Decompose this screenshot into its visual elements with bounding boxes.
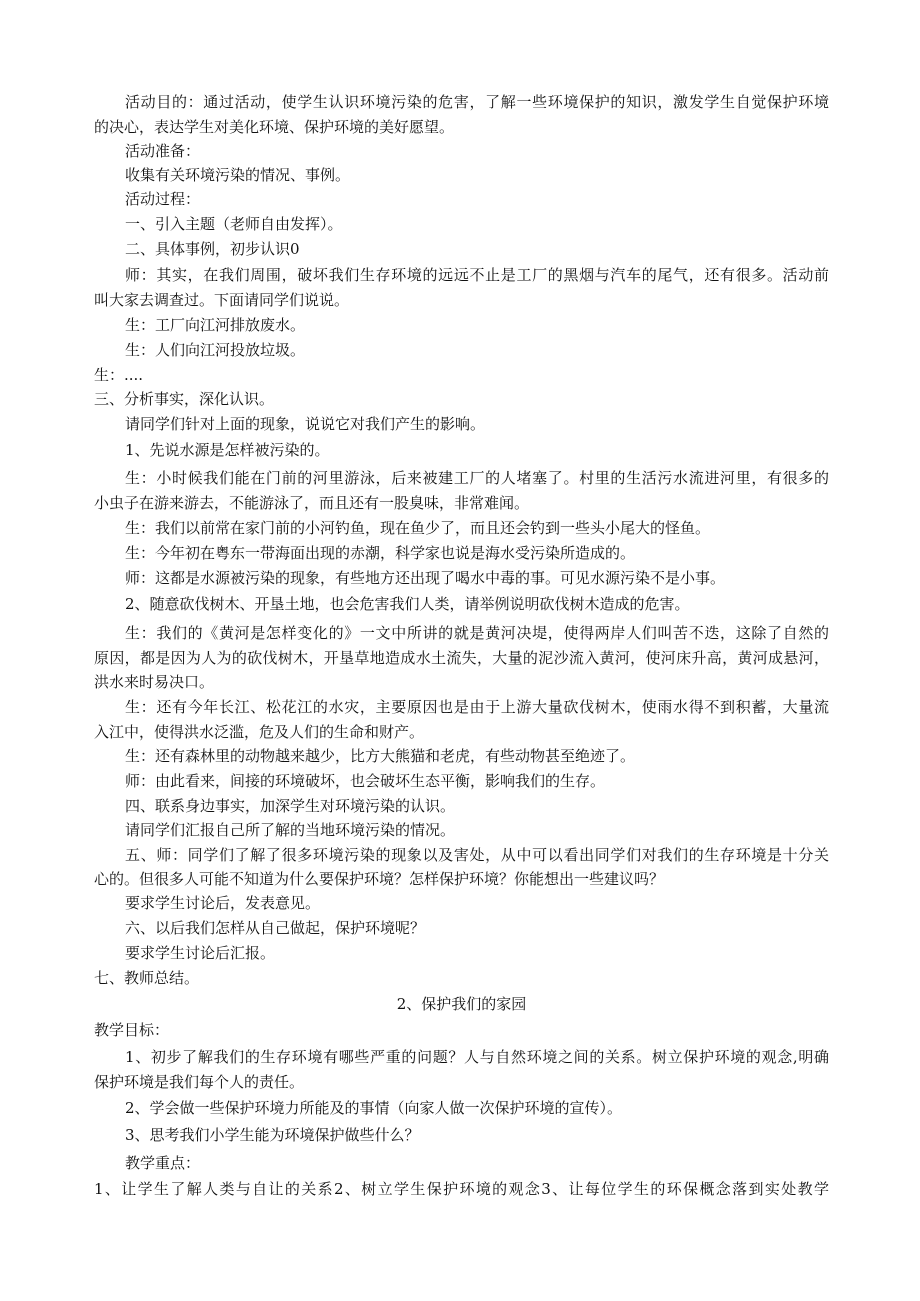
text-line: 1、初步了解我们的生存环境有哪些严重的问题？人与自然环境之间的关系。树立保护环境的观念,明确 <box>125 1048 829 1066</box>
text-line: 要求学生讨论后，发表意见。 <box>125 894 321 912</box>
text-line: 生：我们以前常在家门前的小河钓鱼，现在鱼少了，而且还会钓到一些头小尾大的怪鱼。 <box>125 519 711 537</box>
text-line: 生：小时候我们能在门前的河里游泳，后来被建工厂的人堵塞了。村里的生活污水流进河里，有很多的 <box>125 469 829 487</box>
text-line: 一、引入主题（老师自由发挥）。 <box>125 215 343 233</box>
text-line: 2、随意砍伐树木、开垦土地，也会危害我们人类，请举例说明砍伐树木造成的危害。 <box>125 595 690 613</box>
text-line: 小虫子在游来游去，不能游泳了，而且还有一股臭味，非常难闻。 <box>94 494 530 512</box>
text-line: 心的。但很多人可能不知道为什么要保护环境？怎样保护环境？你能想出一些建议吗？ <box>94 870 665 888</box>
text-line: 生：人们向江河投放垃圾。 <box>125 341 306 359</box>
text-line: 生：工厂向江河排放废水。 <box>125 316 306 334</box>
text-line: 三、分析事实，深化认识。 <box>94 390 275 408</box>
text-line: 五、师：同学们了解了很多环境污染的现象以及害处，从中可以看出同学们对我们的生存环境是十分关 <box>125 846 829 864</box>
text-line: 1、先说水源是怎样被污染的。 <box>125 441 330 459</box>
text-line: 教学目标： <box>94 1021 170 1039</box>
text-line: 3、思考我们小学生能为环境保护做些什么？ <box>125 1126 420 1144</box>
text-line: 活动过程： <box>125 190 201 208</box>
text-line: 叫大家去调查过。下面请同学们说说。 <box>94 291 350 309</box>
text-line: 生：我们的《黄河是怎样变化的》一文中所讲的就是黄河决堤，使得两岸人们叫苦不迭，这除了自然的 <box>125 624 829 642</box>
text-line: 洪水来时易决口。 <box>94 673 215 691</box>
text-line: 1、让学生了解人类与自让的关系2、树立学生保护环境的观念3、让每位学生的环保概念落到实处教学 <box>94 1180 829 1198</box>
text-line: 生：.... <box>94 366 144 384</box>
text-line: 七、教师总结。 <box>94 969 200 987</box>
text-line: 四、联系身边事实，加深学生对环境污染的认识。 <box>125 797 456 815</box>
section-title: 2、保护我们的家园 <box>396 995 527 1013</box>
text-line: 生：还有森林里的动物越来越少，比方大熊猫和老虎，有些动物甚至绝迹了。 <box>125 747 636 765</box>
text-line: 要求学生讨论后汇报。 <box>125 944 276 962</box>
text-line: 请同学们汇报自己所了解的当地环境污染的情况。 <box>125 821 456 839</box>
text-line: 教学重点： <box>125 1154 201 1172</box>
text-line: 原因，都是因为人为的砍伐树木，开垦草地造成水土流失，大量的泥沙流入黄河，使河床升高，黄河成悬河， <box>94 649 829 667</box>
text-line: 活动目的：通过活动，使学生认识环境污染的危害，了解一些环境保护的知识，激发学生自觉保护环境 <box>125 93 829 111</box>
text-line: 生：还有今年长江、松花江的水灾，主要原因也是由于上游大量砍伐树木，使雨水得不到积蓄，大量流 <box>125 698 829 716</box>
text-line: 师：由此看来，间接的环境破坏，也会破坏生态平衡，影响我们的生存。 <box>125 772 606 790</box>
text-line: 请同学们针对上面的现象，说说它对我们产生的影响。 <box>125 415 486 433</box>
text-line: 保护环境是我们每个人的责任。 <box>94 1073 305 1091</box>
text-line: 六、以后我们怎样从自己做起，保护环境呢？ <box>125 919 426 937</box>
text-line: 生：今年初在粤东一带海面出现的赤潮，科学家也说是海水受污染所造成的。 <box>125 544 636 562</box>
text-line: 师：其实，在我们周围，破坏我们生存环境的远远不止是工厂的黑烟与汽车的尾气，还有很多。活动前 <box>125 266 829 284</box>
text-line: 活动准备： <box>125 142 201 160</box>
text-line: 收集有关环境污染的情况、事例。 <box>125 166 351 184</box>
text-line: 二、具体事例，初步认识0 <box>125 240 300 258</box>
text-line: 师：这都是水源被污染的现象，有些地方还出现了喝水中毒的事。可见水源污染不是小事。 <box>125 569 726 587</box>
text-line: 2、学会做一些保护环境力所能及的事情（向家人做一次保护环境的宣传）。 <box>125 1099 623 1117</box>
text-line: 入江中，使得洪水泛滥，危及人们的生命和财产。 <box>94 723 425 741</box>
text-line: 的决心，表达学生对美化环境、保护环境的美好愿望。 <box>94 118 455 136</box>
